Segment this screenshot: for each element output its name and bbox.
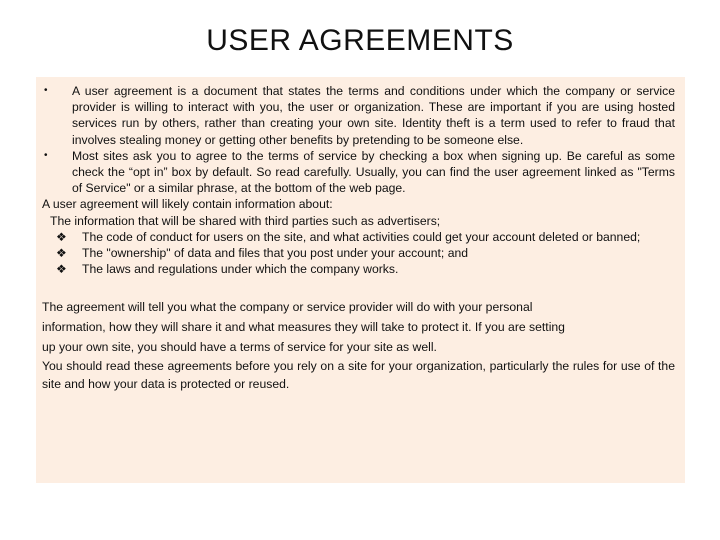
- closing-line: up your own site, you should have a terms of service for your site as well.: [42, 340, 437, 355]
- diamond-bullet-icon: ❖: [56, 246, 67, 261]
- bullet-item: [42, 83, 675, 148]
- diamond-text: The laws and regulations under which the company works.: [82, 262, 399, 277]
- closing-paragraph: [42, 297, 675, 393]
- bullet-text: Most sites ask you to agree to the terms of service by checking a box when signing up. Be careful as some check the “opt in” box by default. So read carefully. Usually, you can find the user agreement linked as "Terms of Service" or a similar phrase, at the bottom of the web page.: [72, 148, 675, 196]
- bullet-item: [42, 148, 675, 197]
- info-line: The information that will be shared with third parties such as advertisers;: [50, 213, 441, 228]
- closing-line: The agreement will tell you what the company or service provider will do with your personal: [42, 300, 533, 315]
- diamond-text: The "ownership" of data and files that you post under your account; and: [82, 246, 469, 261]
- diamond-item: [42, 245, 675, 261]
- diamond-bullet-icon: ❖: [56, 262, 67, 277]
- spacer: [42, 277, 675, 297]
- bullet-icon: •: [44, 149, 48, 161]
- diamond-item: [42, 261, 675, 277]
- intro-line: A user agreement will likely contain information about:: [42, 197, 333, 212]
- content-panel: [36, 77, 685, 483]
- closing-line: information, how they will share it and what measures they will take to protect it. If you are setting: [42, 320, 565, 335]
- bullet-text: A user agreement is a document that states the terms and conditions under which the company or service provider is willing to interact with you, the user or organization. These are important if you are using hosted services run by others, rather than creating your own site. Identity theft is a term used to refer to fraud that involves stealing money or getting other benefits by pretending to be someone else.: [72, 84, 675, 147]
- closing-line: You should read these agreements before you rely on a site for your organization, particularly the rules for use of the site and how your data is protected or reused.: [42, 359, 675, 392]
- diamond-bullet-icon: ❖: [56, 229, 67, 244]
- bullet-icon: •: [44, 85, 48, 96]
- diamond-text: The code of conduct for users on the site, and what activities could get your account deleted or banned;: [82, 229, 641, 244]
- page-title: USER AGREEMENTS: [206, 24, 514, 57]
- diamond-item: [42, 229, 675, 245]
